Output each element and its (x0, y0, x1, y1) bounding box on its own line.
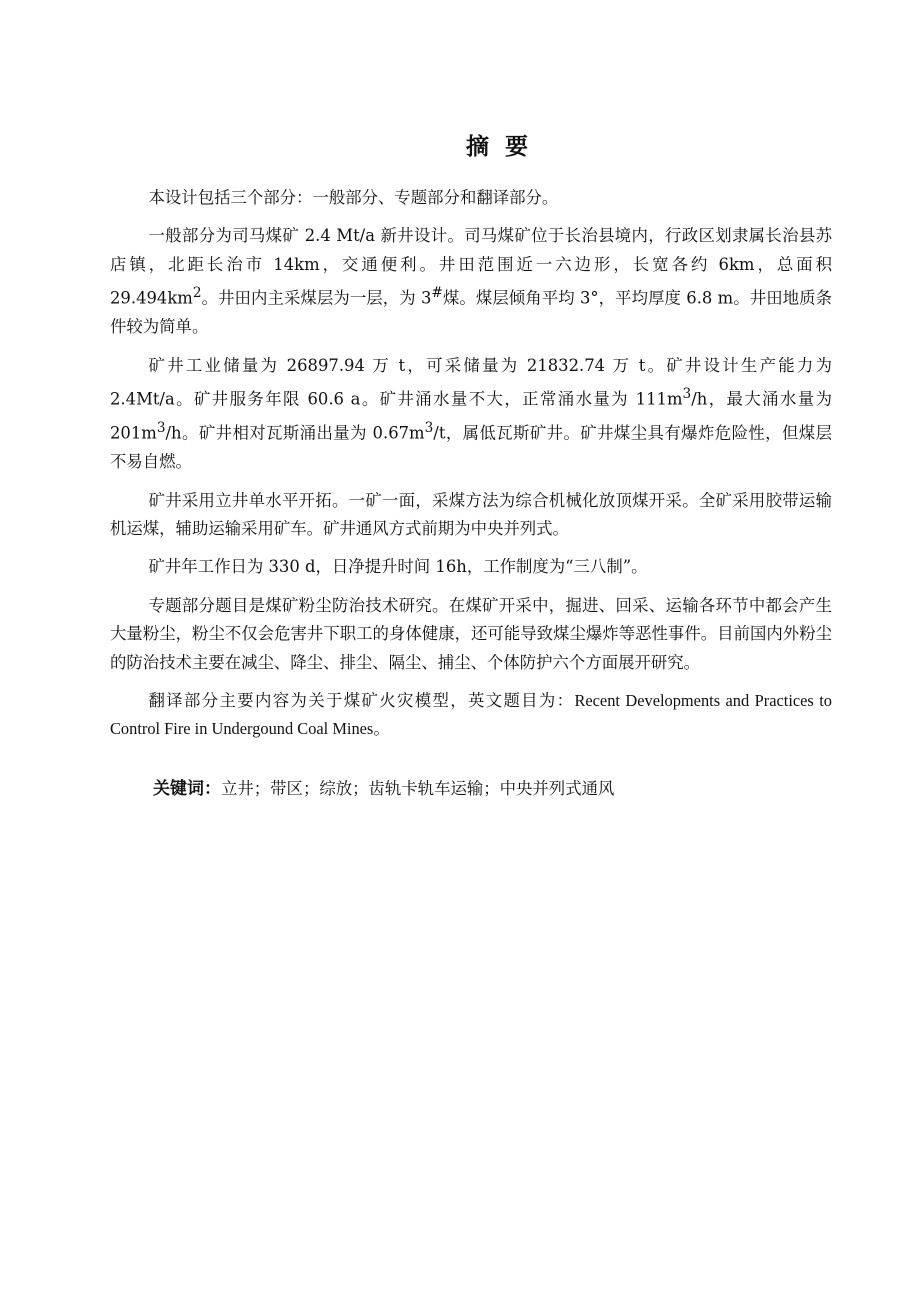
paragraph-reserves (110, 352, 832, 477)
paragraph-reserves-text-d: /t，属低瓦斯矿井。矿井煤尘具有爆炸危险性，但煤层不易自燃。 (110, 423, 833, 472)
abstract-title: 摘 要 (465, 134, 528, 160)
paragraph-general-text-b: 。井田内主采煤层为一层，为 3 (201, 288, 432, 308)
paragraph-reserves-text-a: 矿井工业储量为 26897.94 万 t，可采储量为 21832.74 万 t。矿井设计生产能力为 2.4Mt/a。矿井服务年限 60.6 a。矿井涌水量不大，正常涌水量为 111m (110, 355, 832, 409)
paragraph-special-topic: 专题部分题目是煤矿粉尘防治技术研究。在煤矿开采中，掘进、回采、运输各环节中都会产生大量粉尘，粉尘不仅会危害井下职工的身体健康，还可能导致煤尘爆炸等恶性事件。目前国内外粉尘的防治技术主要在减尘、降尘、排尘、隔尘、捕尘、个体防护六个方面展开研究。 (110, 595, 832, 672)
superscript-cubic-2: 3 (156, 420, 166, 437)
paragraph-general-text-a: 一般部分为司马煤矿 2.4 Mt/a 新井设计。司马煤矿位于长治县境内，行政区划隶属长治县苏店镇，北距长治市 14km，交通便利。井田范围近一六边形，长宽各约 6km，总面积 29.494km (110, 226, 832, 308)
superscript-area: 2 (192, 285, 202, 302)
superscript-cubic-3: 3 (424, 420, 434, 437)
paragraph-translation-text-b: 。 (373, 719, 390, 739)
paragraph-reserves-text-b: /h，最大涌水量为 201m (110, 389, 833, 443)
paragraph-general-part (110, 222, 832, 342)
paragraph-translation-text-a: 翻译部分主要内容为关于煤矿火灾模型，英文题目为： (148, 690, 575, 710)
keywords-value: 立井；带区；综放；齿轨卡轨车运输；中央并列式通风 (221, 779, 615, 798)
paragraph-development: 矿井采用立井单水平开拓。一矿一面，采煤方法为综合机械化放顶煤开采。全矿采用胶带运输机运煤，辅助运输采用矿车。矿井通风方式前期为中央并列式。 (110, 490, 832, 539)
paragraph-translation (110, 687, 832, 744)
english-title: Recent Developments and Practices to Control Fire in Undergound Coal Mines (110, 690, 833, 739)
keywords-line (153, 776, 614, 802)
paragraph-work-schedule: 矿井年工作日为 330 d，日净提升时间 16h，工作制度为“三八制”。 (148, 557, 648, 577)
abstract-body (110, 184, 832, 754)
paragraph-reserves-text-c: /h。矿井相对瓦斯涌出量为 0.67m (165, 423, 425, 443)
paragraph-overview: 本设计包括三个部分：一般部分、专题部分和翻译部分。 (148, 188, 559, 207)
paragraph-general-text-c: 煤。煤层倾角平均 3°，平均厚度 6.8 m。井田地质条件较为简单。 (110, 288, 832, 337)
superscript-seam: # (431, 285, 443, 302)
keywords-label: 关键词： (153, 779, 221, 799)
superscript-cubic-1: 3 (682, 386, 692, 403)
